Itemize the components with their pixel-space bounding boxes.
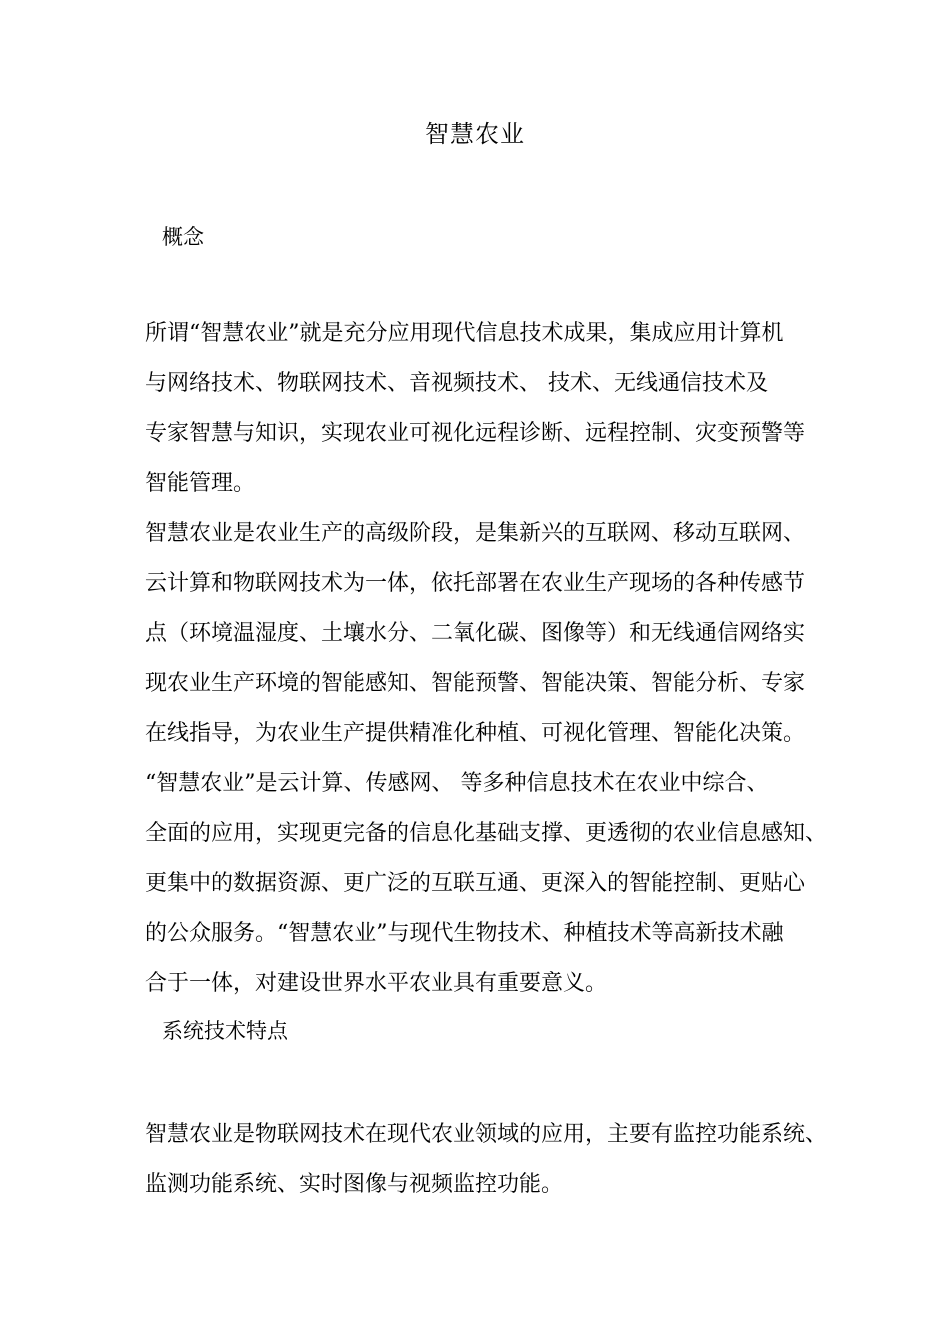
paragraph-line: 所谓“智慧农业”就是充分应用现代信息技术成果，集成应用计算机: [145, 321, 784, 346]
paragraph-line: 智慧农业是农业生产的高级阶段，是集新兴的互联网、移动互联网、: [145, 521, 806, 546]
section-heading-features: 系统技术特点: [162, 1019, 288, 1043]
paragraph-line: 监测功能系统、实时图像与视频监控功能。: [145, 1172, 564, 1197]
paragraph-line: 合于一体，对建设世界水平农业具有重要意义。: [145, 971, 608, 996]
paragraph-line: 更集中的数据资源、更广泛的互联互通、更深入的智能控制、更贴心: [145, 871, 806, 896]
section-heading-concept: 概念: [162, 225, 204, 249]
paragraph-line: 点（环境温湿度、土壤水分、二氧化碳、图像等）和无线通信网络实: [145, 621, 806, 646]
paragraph-features: [145, 1110, 835, 1210]
paragraph-line: 与网络技术、物联网技术、音视频技术、 技术、无线通信技术及: [145, 371, 768, 396]
paragraph-line: 云计算和物联网技术为一体，依托部署在农业生产现场的各种传感节: [145, 571, 806, 596]
paragraph-line: 的公众服务。“智慧农业”与现代生物技术、种植技术等高新技术融: [145, 921, 784, 946]
paragraph-line: 现农业生产环境的智能感知、智能预警、智能决策、智能分析、专家: [145, 671, 806, 696]
paragraph-definition: [145, 309, 835, 509]
paragraph-line: 智慧农业是物联网技术在现代农业领域的应用，主要有监控功能系统、: [145, 1122, 828, 1147]
document-title: 智慧农业: [425, 120, 525, 148]
paragraph-description: [145, 509, 835, 1009]
paragraph-line: 在线指导，为农业生产提供精准化种植、可视化管理、智能化决策。: [145, 721, 806, 746]
paragraph-line: “智慧农业”是云计算、传感网、 等多种信息技术在农业中综合、: [145, 771, 769, 796]
paragraph-line: 全面的应用，实现更完备的信息化基础支撑、更透彻的农业信息感知、: [145, 821, 828, 846]
paragraph-line: 专家智慧与知识，实现农业可视化远程诊断、远程控制、灾变预警等: [145, 421, 806, 446]
paragraph-line: 智能管理。: [145, 471, 256, 496]
